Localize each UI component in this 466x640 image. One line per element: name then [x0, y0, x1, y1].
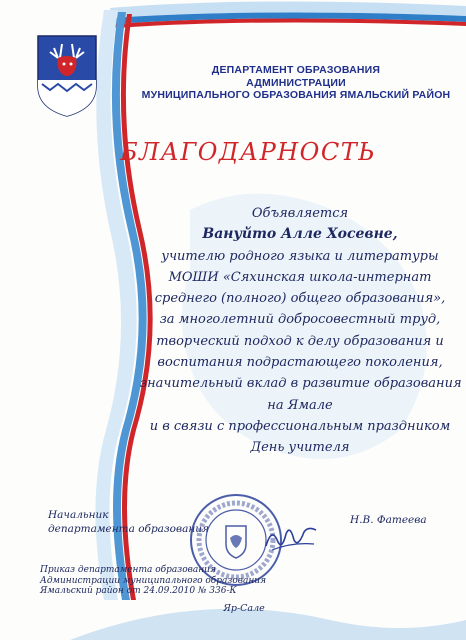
body-line-12: День учителя [250, 440, 350, 456]
body-line-4: МОШИ «Сяхинская школа-интернат [168, 269, 432, 285]
order-reference [40, 565, 266, 597]
body-line-3: учителю родного языка и литературы [161, 248, 439, 264]
body-line-8: воспитания подрастающего поколения, [157, 355, 443, 371]
body-line-10: на Ямале [267, 397, 333, 413]
body-line-11: и в связи с профессиональным праздником [149, 418, 451, 434]
body-line-1: Объявляется [251, 206, 349, 221]
reindeer-crest-icon [36, 34, 98, 118]
body-line-7: творческий подход к делу образования и [156, 333, 444, 349]
handwritten-signature [262, 520, 320, 554]
order-line-3: Ямальский район от 24.09.2010 № 336-К [40, 586, 237, 596]
recipient-name: Вануйто Алле Хосевне, [202, 226, 398, 243]
body-line-9: значительный вклад в развитие образования [140, 376, 462, 392]
department-line-1: ДЕПАРТАМЕНТ ОБРАЗОВАНИЯ [211, 64, 381, 76]
certificate-body [140, 203, 460, 459]
body-line-6: за многолетний добросовестный труд, [159, 312, 441, 328]
city-name: Яр-Сале [223, 603, 265, 614]
department-header [140, 64, 452, 102]
certificate-title: БЛАГОДАРНОСТЬ [120, 138, 376, 166]
signer-position [48, 508, 209, 536]
body-line-5: среднего (полного) общего образования», [154, 291, 446, 307]
order-line-2: Администрации муниципального образования [40, 575, 267, 586]
signer-position-line-2: департамента образования [48, 523, 209, 535]
department-line-2: АДМИНИСТРАЦИИ [246, 76, 346, 89]
order-line-1: Приказ департамента образования [40, 565, 216, 575]
signer-name: Н.В. Фатеева [350, 514, 427, 526]
signer-position-line-1: Начальник [48, 509, 109, 521]
department-line-3: МУНИЦИПАЛЬНОГО ОБРАЗОВАНИЯ ЯМАЛЬСКИЙ РАЙОН [141, 89, 451, 101]
